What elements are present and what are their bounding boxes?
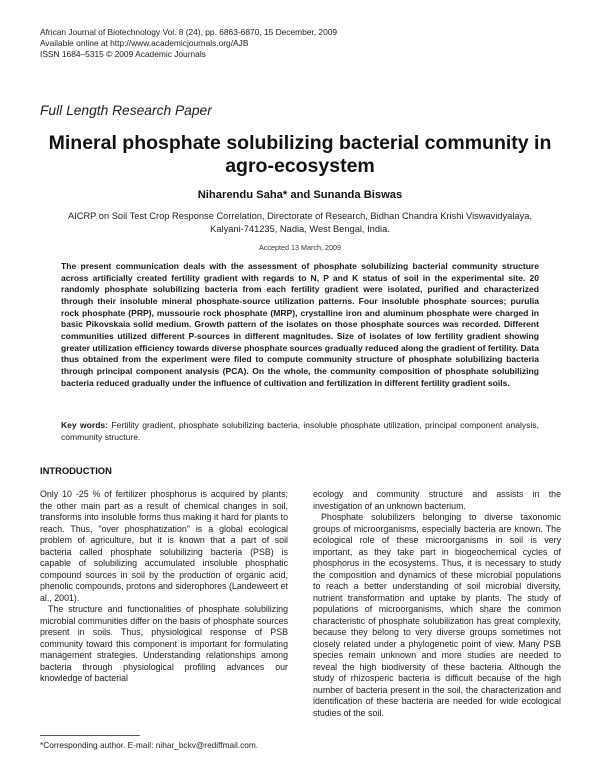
keywords-label: Key words:	[61, 420, 109, 430]
paper-authors: Niharendu Saha* and Sunanda Biswas	[197, 189, 403, 201]
author-affiliation: AICRP on Soil Test Crop Response Correlation, Directorate of Research, Bidhan Chandra Krishi Viswavidyalaya, Kalyani-741235, Nadia, West Bengal, India.	[67, 211, 533, 234]
intro-paragraph-3: ecology and community structure and assists in the investigation of an unknown bacterium.	[313, 489, 561, 511]
keywords-text: Fertility gradient, phosphate solubilizing bacteria, insoluble phosphate utilization, principal component analysis, community structure.	[61, 420, 540, 442]
accepted-date: Accepted 13 March, 2009	[259, 243, 341, 252]
intro-paragraph-4: Phosphate solubilizers belonging to diverse taxonomic groups of microorganisms, especially bacteria are known. The ecological role of these microorganisms in soil is very important, as they take part in biogeochemical cycles of phosphorus in the ecosystems. Thus, it is necessary to study the composition and dynamics of these microbial populations to reach a better understanding of soil microbial diversity, nutrient transformation and uptake by plants. The study of populations of microorganisms, which share the common characteristic of phosphate solubilization has great complexity, because they belong to very diverse groups sometimes not closely related under a phylogenetic point of view. Many PSB species remain unknown and more studies are needed to reveal the high biodiversity of these bacteria. Although the study of rhizosperic bacteria is difficult because of the high number of bacteria present in the soil, the characterization and identification of these bacteria are needed for wide ecological studies of the soil.	[313, 512, 561, 718]
abstract: The present communication deals with the assessment of phosphate solubilizing bacterial community structure across artificially created fertility gradient with regards to N, P and K status of soil in the experimental site. 20 randomly phosphate solubilizing bacteria from each fertility gradient were isolated, purified and characterized through their insoluble mineral phosphate-source utilization patterns. Four insoluble phosphate sources; purulia rock phosphate (PRP), mussourie rock phosphate (MRP), crystalline iron and aluminum phosphate were charged in basic Pikovskaia solid medium. Growth pattern of the isolates on those phosphate sources was recorded. Different communities utilized different P-sources in different magnitudes. Size of isolates of low fertility gradient showing greater utilization efficiency towards diverse phosphate sources gradually reduced along the gradient of fertility. Data thus obtained from the experiment were filed to compute community structure of phosphate solubilizing bacteria through principal component analysis (PCA). On the whole, the community composition of phosphate solubilizing bacteria reduced gradually under the influence of cultivation and fertilization in different fertility gradient soils.	[61, 261, 539, 388]
footnote-rule	[40, 735, 140, 736]
journal-citation: African Journal of Biotechnology Vol. 8 (24), pp. 6863-6870, 15 December, 2009	[40, 27, 338, 37]
intro-paragraph-1: Only 10 -25 % of fertilizer phosphorus is acquired by plants; the other main part as a result of chemical changes in soil, transforms into insoluble forms thus making it hard for plants to reach. Thus, "over phosphatization" is a global ecological problem of agriculture, but it is known that a part of soil bacteria called phosphate solubilizing bacteria (PSB) is capable of solubilizing accumulated insoluble phosphatic compound sources in soil by the production of organic acid, phenolic compounds, protons and siderophores (Landeweert et al., 2001).	[40, 489, 288, 603]
corresponding-author-footnote: *Corresponding author. E-mail: nihar_bckv@rediffmail.com.	[40, 740, 259, 750]
journal-header	[40, 27, 337, 61]
right-column	[313, 489, 561, 719]
journal-url: Available online at http://www.academicjournals.org/AJB	[40, 38, 249, 49]
paper-type: Full Length Research Paper	[40, 103, 212, 118]
keywords	[61, 420, 539, 443]
introduction-heading: INTRODUCTION	[40, 465, 112, 476]
intro-paragraph-2: The structure and functionalities of phosphate solubilizing microbial communities differ on the basis of phosphate sources present in soils. Thus, physiological response of PSB community toward this component is important for formulating management strategies. Understanding relationships among bacteria through physiological profiling advances our knowledge of bacterial	[40, 604, 288, 683]
left-column	[40, 489, 288, 685]
paper-title: Mineral phosphate solubilizing bacterial community in agro-ecosystem	[48, 132, 552, 177]
journal-issn: ISSN 1684–5315 © 2009 Academic Journals	[40, 49, 206, 60]
